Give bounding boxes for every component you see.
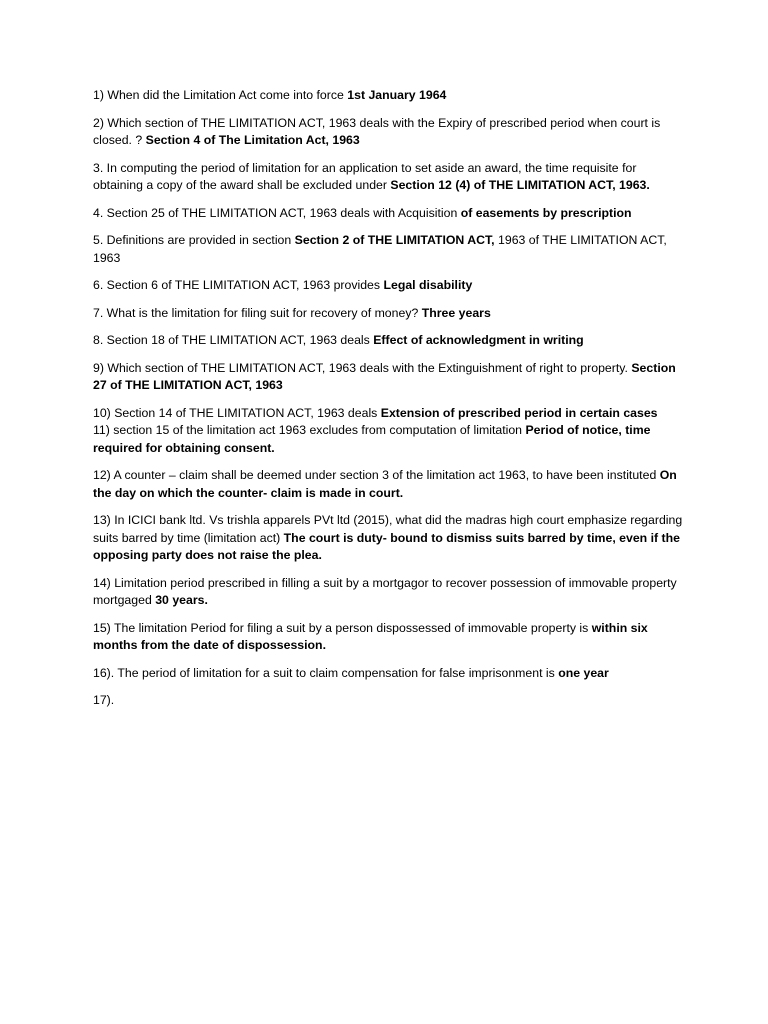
question-13-answer: The court is duty- bound to dismiss suits barred by time, even if the opposing party does not raise the plea. bbox=[93, 530, 680, 562]
question-1-answer: 1st January 1964 bbox=[347, 88, 447, 102]
question-3 bbox=[93, 160, 683, 195]
question-10-answer: Extension of prescribed period in certain cases bbox=[380, 405, 658, 420]
question-4-answer: of easements by prescription bbox=[460, 205, 632, 220]
question-11-answer: Period of notice, time required for obtaining consent. bbox=[93, 423, 651, 455]
question-2-text: 2) Which section of THE LIMITATION ACT, 1963 deals with the Expiry of prescribed period when court is closed. ? bbox=[93, 115, 661, 147]
question-16-text: 16). The period of limitation for a suit to claim compensation for false imprisonment is bbox=[93, 665, 559, 680]
question-5-tail: 1963 of THE LIMITATION ACT, 1963 bbox=[93, 233, 667, 265]
question-7-answer: Three years bbox=[421, 305, 491, 320]
question-14-answer: 30 years. bbox=[155, 593, 208, 607]
question-8 bbox=[93, 332, 683, 350]
question-10 bbox=[93, 405, 683, 423]
question-11 bbox=[93, 422, 683, 457]
question-6-answer: Legal disability bbox=[383, 278, 473, 292]
question-1-number: 1 bbox=[93, 88, 100, 102]
question-14 bbox=[93, 575, 683, 610]
question-12-text: 12) A counter – claim shall be deemed under section 3 of the limitation act 1963, to have been instituted bbox=[93, 468, 660, 482]
question-1 bbox=[93, 87, 683, 105]
question-12-answer: On the day on which the counter- claim is made in court. bbox=[93, 468, 677, 500]
question-3-text: 3. In computing the period of limitation for an application to set aside an award, the time requisite for obtaining a copy of the award shall be excluded under bbox=[93, 160, 637, 192]
question-9-text: 9) Which section of THE LIMITATION ACT, 1963 deals with the Extinguishment of right to property. bbox=[93, 360, 632, 375]
question-16 bbox=[93, 665, 683, 683]
question-3-answer: Section 12 (4) of THE LIMITATION ACT, 1963. bbox=[390, 178, 650, 192]
question-2-answer: Section 4 of The Limitation Act, 1963 bbox=[145, 133, 360, 147]
question-7-text: 7. What is the limitation for filing suit for recovery of money? bbox=[93, 305, 422, 320]
question-17 bbox=[93, 692, 683, 710]
question-15 bbox=[93, 620, 683, 655]
question-9 bbox=[93, 360, 683, 395]
question-8-answer: Effect of acknowledgment in writing bbox=[373, 333, 584, 347]
question-11-text: 11) section 15 of the limitation act 1963 excludes from computation of limitation bbox=[93, 423, 526, 437]
question-5-answer: Section 2 of THE LIMITATION ACT, bbox=[294, 233, 495, 247]
question-12 bbox=[93, 467, 683, 502]
question-7 bbox=[93, 305, 683, 323]
question-14-text: 14) Limitation period prescribed in filling a suit by a mortgagor to recover possession of immovable property mortgaged bbox=[93, 575, 677, 607]
question-13-text: 13) In ICICI bank ltd. Vs trishla apparels PVt ltd (2015), what did the madras high court emphasize regarding suits barred by time (limitation act) bbox=[93, 513, 683, 545]
question-8-text: 8. Section 18 of THE LIMITATION ACT, 1963 deals bbox=[93, 333, 374, 347]
document-body bbox=[93, 87, 683, 720]
question-10-text: 10) Section 14 of THE LIMITATION ACT, 1963 deals bbox=[93, 405, 381, 420]
question-4 bbox=[93, 205, 683, 223]
question-13 bbox=[93, 512, 683, 565]
question-15-answer: within six months from the date of dispossession. bbox=[93, 620, 648, 652]
question-6-text: 6. Section 6 of THE LIMITATION ACT, 1963 provides bbox=[93, 278, 384, 292]
question-6 bbox=[93, 277, 683, 295]
question-1-text: ) When did the Limitation Act come into force bbox=[99, 88, 348, 102]
question-16-answer: one year bbox=[558, 665, 609, 680]
question-4-text: 4. Section 25 of THE LIMITATION ACT, 1963 deals with Acquisition bbox=[93, 205, 461, 220]
question-2 bbox=[93, 115, 683, 150]
question-17-text: 17). bbox=[93, 693, 115, 707]
question-15-text: 15) The limitation Period for filing a suit by a person dispossessed of immovable property is bbox=[93, 620, 592, 635]
question-9-answer: Section 27 of THE LIMITATION ACT, 1963 bbox=[93, 360, 676, 392]
question-5-text: 5. Definitions are provided in section bbox=[93, 233, 295, 247]
question-5 bbox=[93, 232, 683, 267]
